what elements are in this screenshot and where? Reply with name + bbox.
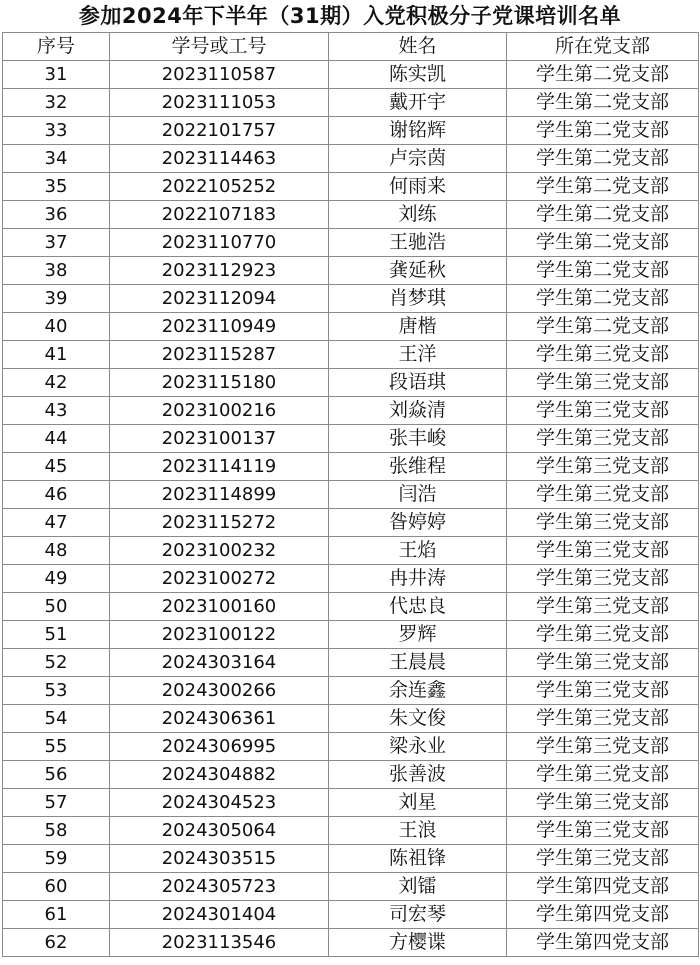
student-name: 刘镭 — [329, 873, 507, 901]
table-row — [3, 145, 699, 173]
row-index: 56 — [3, 761, 110, 789]
student-name: 刘星 — [329, 789, 507, 817]
roster-table — [2, 32, 699, 957]
header-index: 序号 — [3, 33, 110, 61]
student-id: 2024304882 — [110, 761, 329, 789]
row-index: 40 — [3, 313, 110, 341]
party-branch: 学生第二党支部 — [507, 61, 699, 89]
student-name: 王晨晨 — [329, 649, 507, 677]
student-name: 陈祖锋 — [329, 845, 507, 873]
student-id: 2024301404 — [110, 901, 329, 929]
student-name: 肖梦琪 — [329, 285, 507, 313]
student-name: 张维程 — [329, 453, 507, 481]
table-row — [3, 257, 699, 285]
party-branch: 学生第三党支部 — [507, 789, 699, 817]
party-branch: 学生第三党支部 — [507, 509, 699, 537]
party-branch: 学生第三党支部 — [507, 817, 699, 845]
student-id: 2023100160 — [110, 593, 329, 621]
row-index: 49 — [3, 565, 110, 593]
row-index: 61 — [3, 901, 110, 929]
party-branch: 学生第二党支部 — [507, 229, 699, 257]
student-id: 2023114463 — [110, 145, 329, 173]
student-id: 2022105252 — [110, 173, 329, 201]
student-name: 王焰 — [329, 537, 507, 565]
row-index: 39 — [3, 285, 110, 313]
table-row — [3, 649, 699, 677]
student-name: 代忠良 — [329, 593, 507, 621]
table-header-row — [3, 33, 699, 61]
row-index: 31 — [3, 61, 110, 89]
header-student-id: 学号或工号 — [110, 33, 329, 61]
table-row — [3, 733, 699, 761]
party-branch: 学生第二党支部 — [507, 285, 699, 313]
table-row — [3, 341, 699, 369]
row-index: 45 — [3, 453, 110, 481]
party-branch: 学生第三党支部 — [507, 453, 699, 481]
party-branch: 学生第四党支部 — [507, 929, 699, 957]
student-name: 朱文俊 — [329, 705, 507, 733]
table-row — [3, 761, 699, 789]
row-index: 53 — [3, 677, 110, 705]
row-index: 60 — [3, 873, 110, 901]
table-row — [3, 313, 699, 341]
table-row — [3, 481, 699, 509]
table-row — [3, 929, 699, 957]
party-branch: 学生第三党支部 — [507, 677, 699, 705]
student-name: 余连鑫 — [329, 677, 507, 705]
row-index: 48 — [3, 537, 110, 565]
table-row — [3, 89, 699, 117]
student-name: 司宏琴 — [329, 901, 507, 929]
party-branch: 学生第二党支部 — [507, 145, 699, 173]
table-body — [3, 61, 699, 957]
row-index: 54 — [3, 705, 110, 733]
row-index: 44 — [3, 425, 110, 453]
student-id: 2023100137 — [110, 425, 329, 453]
student-id: 2023112923 — [110, 257, 329, 285]
student-id: 2024305064 — [110, 817, 329, 845]
party-branch: 学生第三党支部 — [507, 621, 699, 649]
student-id: 2022101757 — [110, 117, 329, 145]
table-row — [3, 621, 699, 649]
table-row — [3, 425, 699, 453]
student-name: 何雨来 — [329, 173, 507, 201]
table-row — [3, 817, 699, 845]
row-index: 37 — [3, 229, 110, 257]
party-branch: 学生第三党支部 — [507, 537, 699, 565]
table-row — [3, 565, 699, 593]
party-branch: 学生第二党支部 — [507, 173, 699, 201]
student-name: 张善波 — [329, 761, 507, 789]
party-branch: 学生第四党支部 — [507, 873, 699, 901]
student-id: 2023114119 — [110, 453, 329, 481]
student-name: 冉井涛 — [329, 565, 507, 593]
row-index: 43 — [3, 397, 110, 425]
student-name: 谢铭辉 — [329, 117, 507, 145]
party-branch: 学生第三党支部 — [507, 369, 699, 397]
student-id: 2024303515 — [110, 845, 329, 873]
row-index: 34 — [3, 145, 110, 173]
student-id: 2023100216 — [110, 397, 329, 425]
party-branch: 学生第三党支部 — [507, 481, 699, 509]
table-row — [3, 201, 699, 229]
party-branch: 学生第二党支部 — [507, 89, 699, 117]
party-branch: 学生第三党支部 — [507, 733, 699, 761]
party-branch: 学生第三党支部 — [507, 341, 699, 369]
student-id: 2023114899 — [110, 481, 329, 509]
student-name: 段语琪 — [329, 369, 507, 397]
row-index: 47 — [3, 509, 110, 537]
student-id: 2023115272 — [110, 509, 329, 537]
table-row — [3, 705, 699, 733]
table-row — [3, 397, 699, 425]
student-name: 罗辉 — [329, 621, 507, 649]
header-name: 姓名 — [329, 33, 507, 61]
row-index: 32 — [3, 89, 110, 117]
row-index: 50 — [3, 593, 110, 621]
party-branch: 学生第二党支部 — [507, 257, 699, 285]
table-row — [3, 61, 699, 89]
student-name: 方樱谍 — [329, 929, 507, 957]
student-name: 龚延秋 — [329, 257, 507, 285]
document-title: 参加2024年下半年（31期）入党积极分子党课培训名单 — [78, 4, 622, 28]
student-id: 2024306995 — [110, 733, 329, 761]
row-index: 52 — [3, 649, 110, 677]
student-name: 陈实凯 — [329, 61, 507, 89]
student-name: 戴开宇 — [329, 89, 507, 117]
student-name: 刘练 — [329, 201, 507, 229]
party-branch: 学生第二党支部 — [507, 117, 699, 145]
party-branch: 学生第二党支部 — [507, 313, 699, 341]
student-id: 2023115287 — [110, 341, 329, 369]
row-index: 59 — [3, 845, 110, 873]
party-branch: 学生第三党支部 — [507, 761, 699, 789]
student-name: 闫浩 — [329, 481, 507, 509]
row-index: 36 — [3, 201, 110, 229]
party-branch: 学生第二党支部 — [507, 201, 699, 229]
party-branch: 学生第三党支部 — [507, 649, 699, 677]
student-id: 2022107183 — [110, 201, 329, 229]
table-row — [3, 593, 699, 621]
table-row — [3, 509, 699, 537]
party-branch: 学生第三党支部 — [507, 425, 699, 453]
table-row — [3, 845, 699, 873]
table-row — [3, 229, 699, 257]
student-id: 2023110949 — [110, 313, 329, 341]
party-branch: 学生第四党支部 — [507, 901, 699, 929]
table-row — [3, 873, 699, 901]
row-index: 46 — [3, 481, 110, 509]
student-name: 张丰峻 — [329, 425, 507, 453]
table-row — [3, 901, 699, 929]
student-name: 王洋 — [329, 341, 507, 369]
table-row — [3, 537, 699, 565]
student-id: 2024300266 — [110, 677, 329, 705]
student-id: 2023115180 — [110, 369, 329, 397]
student-id: 2023100122 — [110, 621, 329, 649]
student-name: 卢宗茵 — [329, 145, 507, 173]
student-id: 2023100272 — [110, 565, 329, 593]
row-index: 41 — [3, 341, 110, 369]
student-id: 2023113546 — [110, 929, 329, 957]
table-row — [3, 285, 699, 313]
table-row — [3, 173, 699, 201]
row-index: 62 — [3, 929, 110, 957]
student-id: 2024305723 — [110, 873, 329, 901]
row-index: 33 — [3, 117, 110, 145]
header-branch: 所在党支部 — [507, 33, 699, 61]
table-row — [3, 369, 699, 397]
student-id: 2024306361 — [110, 705, 329, 733]
table-row — [3, 117, 699, 145]
student-name: 昝婷婷 — [329, 509, 507, 537]
row-index: 38 — [3, 257, 110, 285]
table-row — [3, 789, 699, 817]
row-index: 58 — [3, 817, 110, 845]
table-row — [3, 453, 699, 481]
student-name: 王浪 — [329, 817, 507, 845]
party-branch: 学生第三党支部 — [507, 593, 699, 621]
student-id: 2023111053 — [110, 89, 329, 117]
student-name: 梁永业 — [329, 733, 507, 761]
party-branch: 学生第三党支部 — [507, 705, 699, 733]
row-index: 42 — [3, 369, 110, 397]
student-name: 唐楷 — [329, 313, 507, 341]
student-name: 王驰浩 — [329, 229, 507, 257]
student-id: 2023110587 — [110, 61, 329, 89]
student-id: 2024303164 — [110, 649, 329, 677]
student-id: 2024304523 — [110, 789, 329, 817]
row-index: 51 — [3, 621, 110, 649]
party-branch: 学生第三党支部 — [507, 565, 699, 593]
table-row — [3, 677, 699, 705]
row-index: 35 — [3, 173, 110, 201]
student-id: 2023100232 — [110, 537, 329, 565]
party-branch: 学生第三党支部 — [507, 845, 699, 873]
row-index: 55 — [3, 733, 110, 761]
student-id: 2023110770 — [110, 229, 329, 257]
party-branch: 学生第三党支部 — [507, 397, 699, 425]
row-index: 57 — [3, 789, 110, 817]
student-id: 2023112094 — [110, 285, 329, 313]
student-name: 刘焱清 — [329, 397, 507, 425]
